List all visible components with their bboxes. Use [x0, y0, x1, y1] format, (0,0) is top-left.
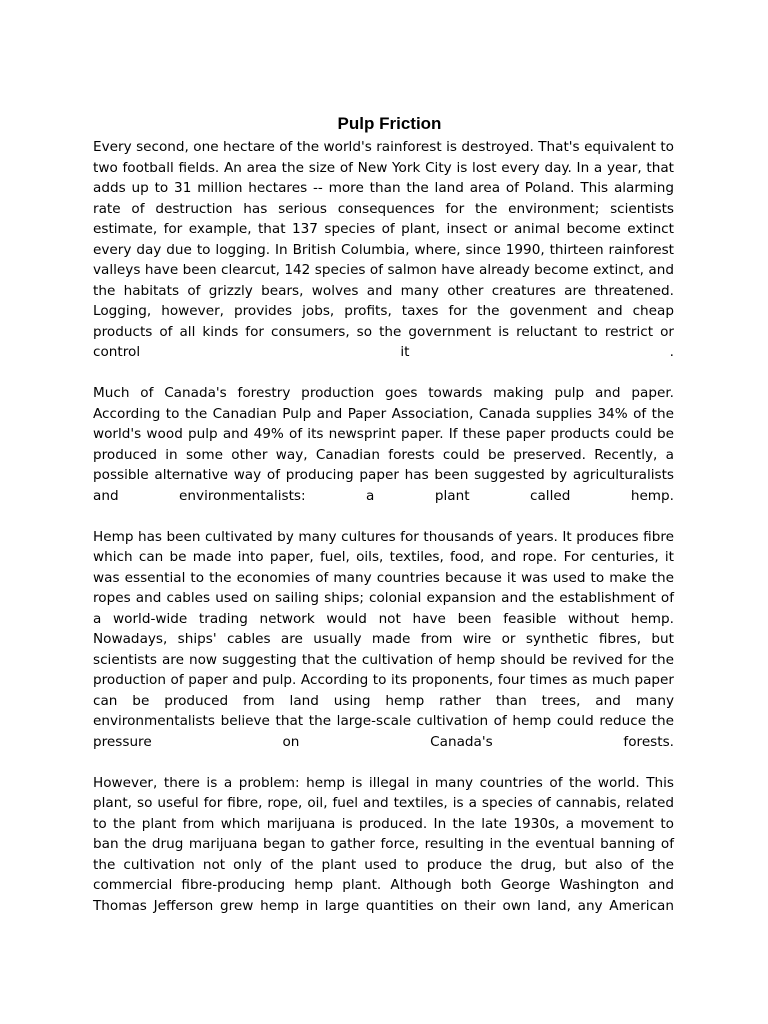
paragraph-3: Hemp has been cultivated by many cultures for thousands of years. It produces fibre which can be made into paper, fuel, oils, textiles, food, and rope. For centuries, it was essential to the economies of many countries because it was used to make the ropes and cables used on sailing ships; colonial expansion and the establishment of a world-wide trading network would not have been feasible without hemp. Nowadays, ships' cables are usually made from wire or synthetic fibres, but scientists are now suggesting that the cultivation of hemp should be revived for the production of paper and pulp. According to its proponents, four times as much paper can be produced from land using hemp rather than trees, and many environmentalists believe that the large-scale cultivation of hemp could reduce the pressure on Canada's forests.	[93, 528, 674, 750]
document-title: Pulp Friction	[337, 114, 442, 133]
paragraph-2: Much of Canada's forestry production goes towards making pulp and paper. According to the Canadian Pulp and Paper Association, Canada supplies 34% of the world's wood pulp and 49% of its newsprint paper. If these paper products could be produced in some other way, Canadian forests could be preserved. Recently, a possible alternative way of producing paper has been suggested by agriculturalists and environmentalists: a plant called hemp.	[93, 385, 674, 504]
paragraph-4: However, there is a problem: hemp is illegal in many countries of the world. This plant, so useful for fibre, rope, oil, fuel and textiles, is a species of cannabis, related to the plant from which marijuana is produced. In the late 1930s, a movement to ban the drug marijuana began to gather force, resulting in the eventual banning of the cultivation not only of the plant used to produce the drug, but also of the commercial fibre-producing hemp plant. Although both George Washington and Thomas Jefferson grew hemp in large quantities on their own land, any American	[93, 774, 674, 914]
paragraph-1: Every second, one hectare of the world's rainforest is destroyed. That's equivalent to two football fields. An area the size of New York City is lost every day. In a year, that adds up to 31 million hectares -- more than the land area of Poland. This alarming rate of destruction has serious consequences for the environment; scientists estimate, for example, that 137 species of plant, insect or animal become extinct every day due to logging. In British Columbia, where, since 1990, thirteen rainforest valleys have been clearcut, 142 species of salmon have already become extinct, and the habitats of grizzly bears, wolves and many other creatures are threatened. Logging, however, provides jobs, profits, taxes for the govenment and cheap products of all kinds for consumers, so the government is reluctant to restrict or control it .	[93, 139, 674, 360]
document-page	[93, 112, 674, 916]
